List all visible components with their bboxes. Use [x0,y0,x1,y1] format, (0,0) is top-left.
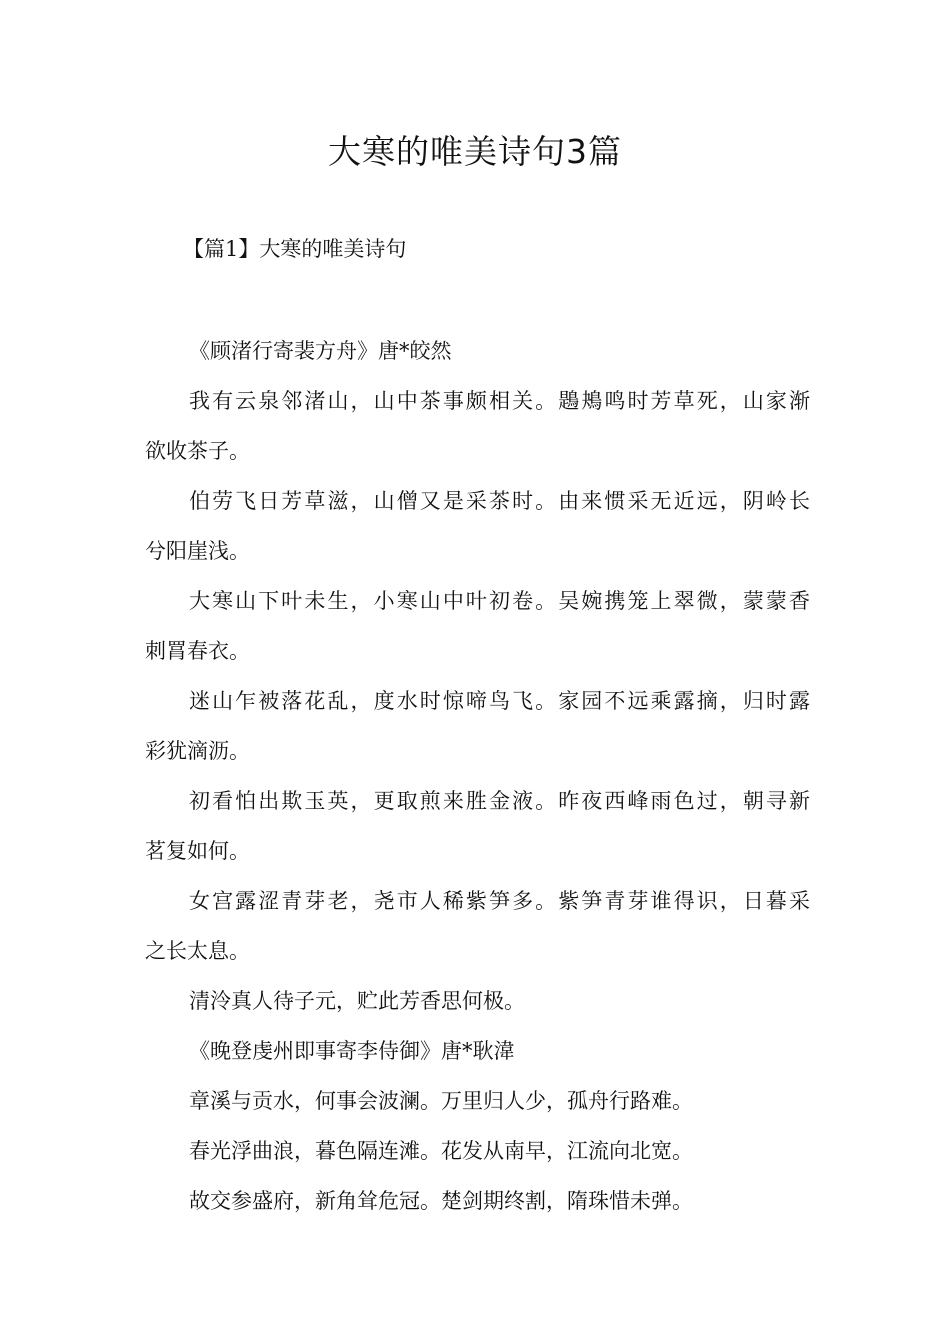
poem-line: 故交参盛府，新角耸危冠。楚剑期终割，隋珠惜未弹。 [189,1189,693,1213]
poem-line: 春光浮曲浪，暮色隔连滩。花发从南早，江流向北宽。 [189,1139,693,1163]
poem-line: 章溪与贡水，何事会波澜。万里归人少，孤舟行路难。 [189,1089,693,1113]
poem-1-heading: 《顾渚行寄裴方舟》唐*皎然 [189,339,452,363]
poem-line: 兮阳崖浅。 [145,539,250,563]
poem-line: 初看怕出欺玉英，更取煎来胜金液。昨夜西峰雨色过，朝寻新 [189,789,810,813]
poem-line: 清泠真人待子元，贮此芳香思何极。 [189,989,525,1013]
poem-line: 女宫露涩青芽老，尧市人稀紫笋多。紫笋青芽谁得识，日暮采 [189,889,810,913]
poem-line: 我有云泉邻渚山，山中茶事颇相关。鶗鴂鸣时芳草死，山家渐 [189,389,810,413]
poem-1 [145,326,810,1226]
poem-line: 大寒山下叶未生，小寒山中叶初卷。吴婉携笼上翠微，蒙蒙香 [189,589,810,613]
poem-line: 欲收茶子。 [145,439,250,463]
poem-line: 之长太息。 [145,939,250,963]
poem-2-heading: 《晚登虔州即事寄李侍御》唐*耿湋 [189,1039,515,1063]
poem-line: 伯劳飞日芳草滋，山僧又是采茶时。由来惯采无近远，阴岭长 [189,489,810,513]
document-title: 大寒的唯美诗句3篇 [328,132,622,171]
section-heading: 【篇1】大寒的唯美诗句 [183,237,407,261]
poem-line: 刺罥春衣。 [145,639,250,663]
poem-line: 茗复如何。 [145,839,250,863]
poem-line: 彩犹滴沥。 [145,739,250,763]
poem-line: 迷山乍被落花乱，度水时惊啼鸟飞。家园不远乘露摘，归时露 [189,689,810,713]
